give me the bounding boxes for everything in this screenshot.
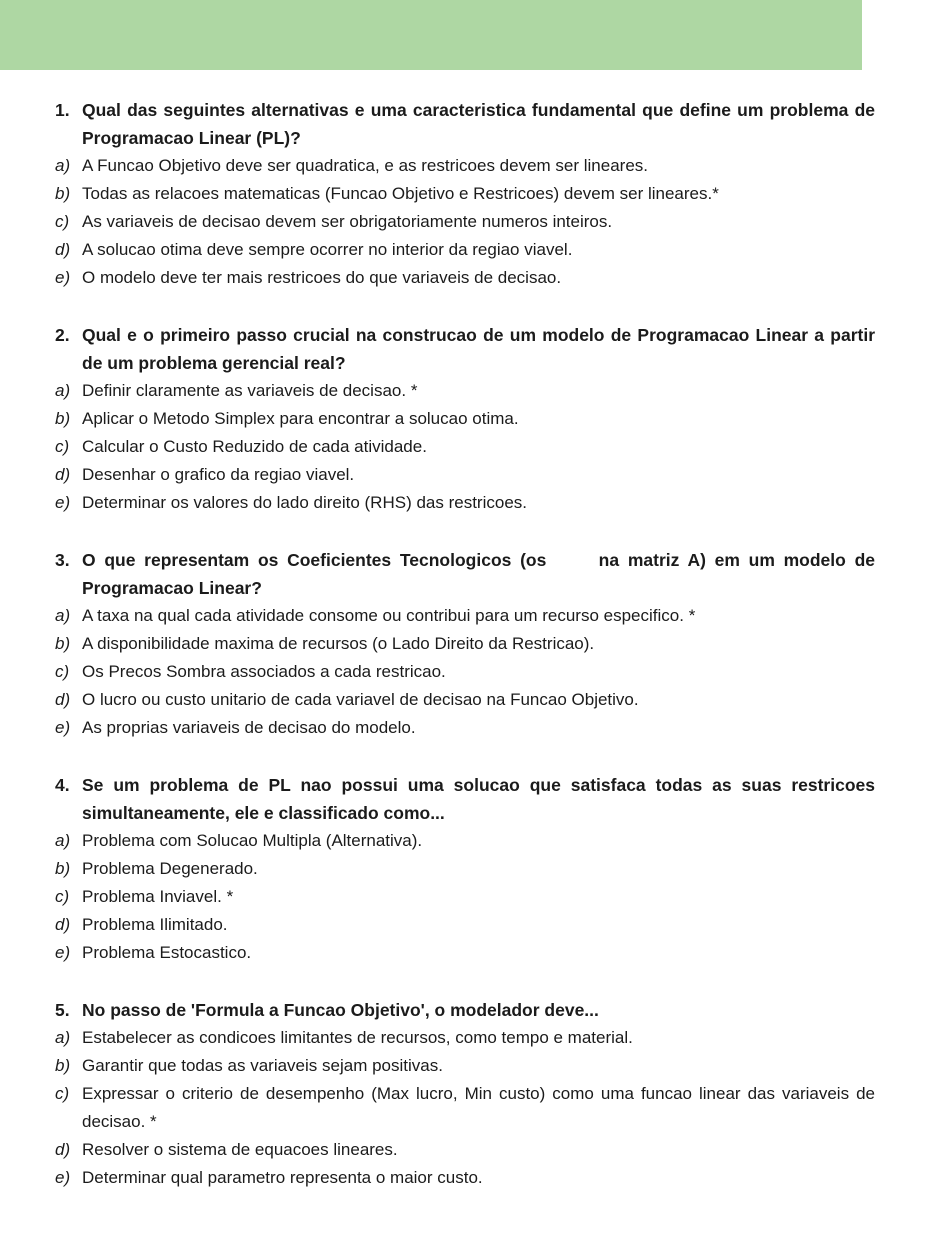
question-1-option-b bbox=[55, 180, 875, 208]
option-text: Resolver o sistema de equacoes lineares. bbox=[82, 1140, 398, 1159]
option-text: A solucao otima deve sempre ocorrer no interior da regiao viavel. bbox=[82, 240, 573, 259]
question-2-option-a bbox=[55, 377, 875, 405]
option-letter: c) bbox=[55, 887, 70, 906]
option-text: Aplicar o Metodo Simplex para encontrar a solucao otima. bbox=[82, 409, 519, 428]
option-letter: b) bbox=[55, 409, 71, 428]
question-2-option-b bbox=[55, 405, 875, 433]
question-4-option-b bbox=[55, 855, 875, 883]
option-letter: a) bbox=[55, 381, 71, 400]
question-5-option-c bbox=[55, 1080, 875, 1136]
question-1 bbox=[55, 96, 875, 292]
header-band bbox=[0, 0, 862, 70]
question-4 bbox=[55, 771, 875, 967]
option-letter: c) bbox=[55, 662, 70, 681]
question-5-option-b bbox=[55, 1052, 875, 1080]
option-letter: e) bbox=[55, 718, 71, 737]
option-text: Problema Degenerado. bbox=[82, 859, 258, 878]
question-4-number: 4. bbox=[55, 775, 70, 795]
question-3-option-a bbox=[55, 602, 875, 630]
question-1-option-a bbox=[55, 152, 875, 180]
question-3-text: O que representam os Coeficientes Tecnologicos (os na matriz A) em um modelo de Programacao Linear? bbox=[82, 550, 875, 598]
option-letter: d) bbox=[55, 690, 71, 709]
question-4-option-d bbox=[55, 911, 875, 939]
option-text: A taxa na qual cada atividade consome ou contribui para um recurso especifico. * bbox=[82, 606, 696, 625]
question-5 bbox=[55, 996, 875, 1192]
option-text: Todas as relacoes matematicas (Funcao Objetivo e Restricoes) devem ser lineares.* bbox=[82, 184, 719, 203]
option-letter: a) bbox=[55, 606, 71, 625]
option-letter: d) bbox=[55, 915, 71, 934]
option-text: As proprias variaveis de decisao do modelo. bbox=[82, 718, 416, 737]
question-3-option-b bbox=[55, 630, 875, 658]
question-4-option-a bbox=[55, 827, 875, 855]
question-5-option-a bbox=[55, 1024, 875, 1052]
option-text: A Funcao Objetivo deve ser quadratica, e as restricoes devem ser lineares. bbox=[82, 156, 649, 175]
option-text: A disponibilidade maxima de recursos (o Lado Direito da Restricao). bbox=[82, 634, 595, 653]
option-text: Problema Inviavel. * bbox=[82, 887, 234, 906]
question-3 bbox=[55, 546, 875, 742]
question-1-option-e bbox=[55, 264, 875, 292]
question-2-option-e bbox=[55, 489, 875, 517]
question-3-number: 3. bbox=[55, 550, 70, 570]
question-5-text: No passo de 'Formula a Funcao Objetivo', o modelador deve... bbox=[82, 1000, 599, 1020]
option-text: As variaveis de decisao devem ser obrigatoriamente numeros inteiros. bbox=[82, 212, 613, 231]
option-text: Definir claramente as variaveis de decisao. * bbox=[82, 381, 418, 400]
question-4-option-e bbox=[55, 939, 875, 967]
question-4-option-c bbox=[55, 883, 875, 911]
question-1-head bbox=[55, 96, 875, 152]
question-3-option-d bbox=[55, 686, 875, 714]
quiz-content bbox=[0, 70, 931, 1192]
option-letter: a) bbox=[55, 831, 71, 850]
option-text: Garantir que todas as variaveis sejam positivas. bbox=[82, 1056, 443, 1075]
option-letter: b) bbox=[55, 859, 71, 878]
question-1-option-d bbox=[55, 236, 875, 264]
option-letter: b) bbox=[55, 184, 71, 203]
question-2-number: 2. bbox=[55, 325, 70, 345]
option-letter: d) bbox=[55, 465, 71, 484]
question-4-head bbox=[55, 771, 875, 827]
option-letter: e) bbox=[55, 493, 71, 512]
option-text: Problema com Solucao Multipla (Alternativa). bbox=[82, 831, 423, 850]
option-text: Desenhar o grafico da regiao viavel. bbox=[82, 465, 355, 484]
question-2-text: Qual e o primeiro passo crucial na construcao de um modelo de Programacao Linear a partir de um problema gerencial real? bbox=[82, 325, 875, 373]
question-3-head bbox=[55, 546, 875, 602]
question-2-head bbox=[55, 321, 875, 377]
question-1-number: 1. bbox=[55, 100, 70, 120]
option-letter: a) bbox=[55, 156, 71, 175]
option-letter: e) bbox=[55, 1168, 71, 1187]
question-2-option-c bbox=[55, 433, 875, 461]
question-5-option-e bbox=[55, 1164, 875, 1192]
option-text: Determinar os valores do lado direito (RHS) das restricoes. bbox=[82, 493, 528, 512]
question-1-option-c bbox=[55, 208, 875, 236]
option-letter: c) bbox=[55, 212, 70, 231]
option-letter: d) bbox=[55, 240, 71, 259]
option-letter: d) bbox=[55, 1140, 71, 1159]
option-text: Calcular o Custo Reduzido de cada atividade. bbox=[82, 437, 427, 456]
question-5-option-d bbox=[55, 1136, 875, 1164]
option-letter: e) bbox=[55, 268, 71, 287]
option-text: O lucro ou custo unitario de cada variavel de decisao na Funcao Objetivo. bbox=[82, 690, 639, 709]
question-5-number: 5. bbox=[55, 1000, 70, 1020]
option-text: Determinar qual parametro representa o maior custo. bbox=[82, 1168, 483, 1187]
question-2-option-d bbox=[55, 461, 875, 489]
option-letter: e) bbox=[55, 943, 71, 962]
option-text: Problema Ilimitado. bbox=[82, 915, 228, 934]
option-text: Os Precos Sombra associados a cada restricao. bbox=[82, 662, 446, 681]
question-4-text: Se um problema de PL nao possui uma solucao que satisfaca todas as suas restricoes simultaneamente, ele e classificado como... bbox=[82, 775, 875, 823]
option-letter: b) bbox=[55, 634, 71, 653]
option-letter: a) bbox=[55, 1028, 71, 1047]
question-5-head bbox=[55, 996, 875, 1024]
option-letter: c) bbox=[55, 1084, 70, 1103]
question-3-option-c bbox=[55, 658, 875, 686]
option-text: Expressar o criterio de desempenho (Max lucro, Min custo) como uma funcao linear das variaveis de decisao. * bbox=[82, 1084, 875, 1131]
question-3-option-e bbox=[55, 714, 875, 742]
question-2 bbox=[55, 321, 875, 517]
option-letter: b) bbox=[55, 1056, 71, 1075]
option-letter: c) bbox=[55, 437, 70, 456]
question-1-text: Qual das seguintes alternativas e uma caracteristica fundamental que define um problema de Programacao Linear (PL)? bbox=[82, 100, 875, 148]
option-text: O modelo deve ter mais restricoes do que variaveis de decisao. bbox=[82, 268, 562, 287]
option-text: Estabelecer as condicoes limitantes de recursos, como tempo e material. bbox=[82, 1028, 633, 1047]
option-text: Problema Estocastico. bbox=[82, 943, 252, 962]
